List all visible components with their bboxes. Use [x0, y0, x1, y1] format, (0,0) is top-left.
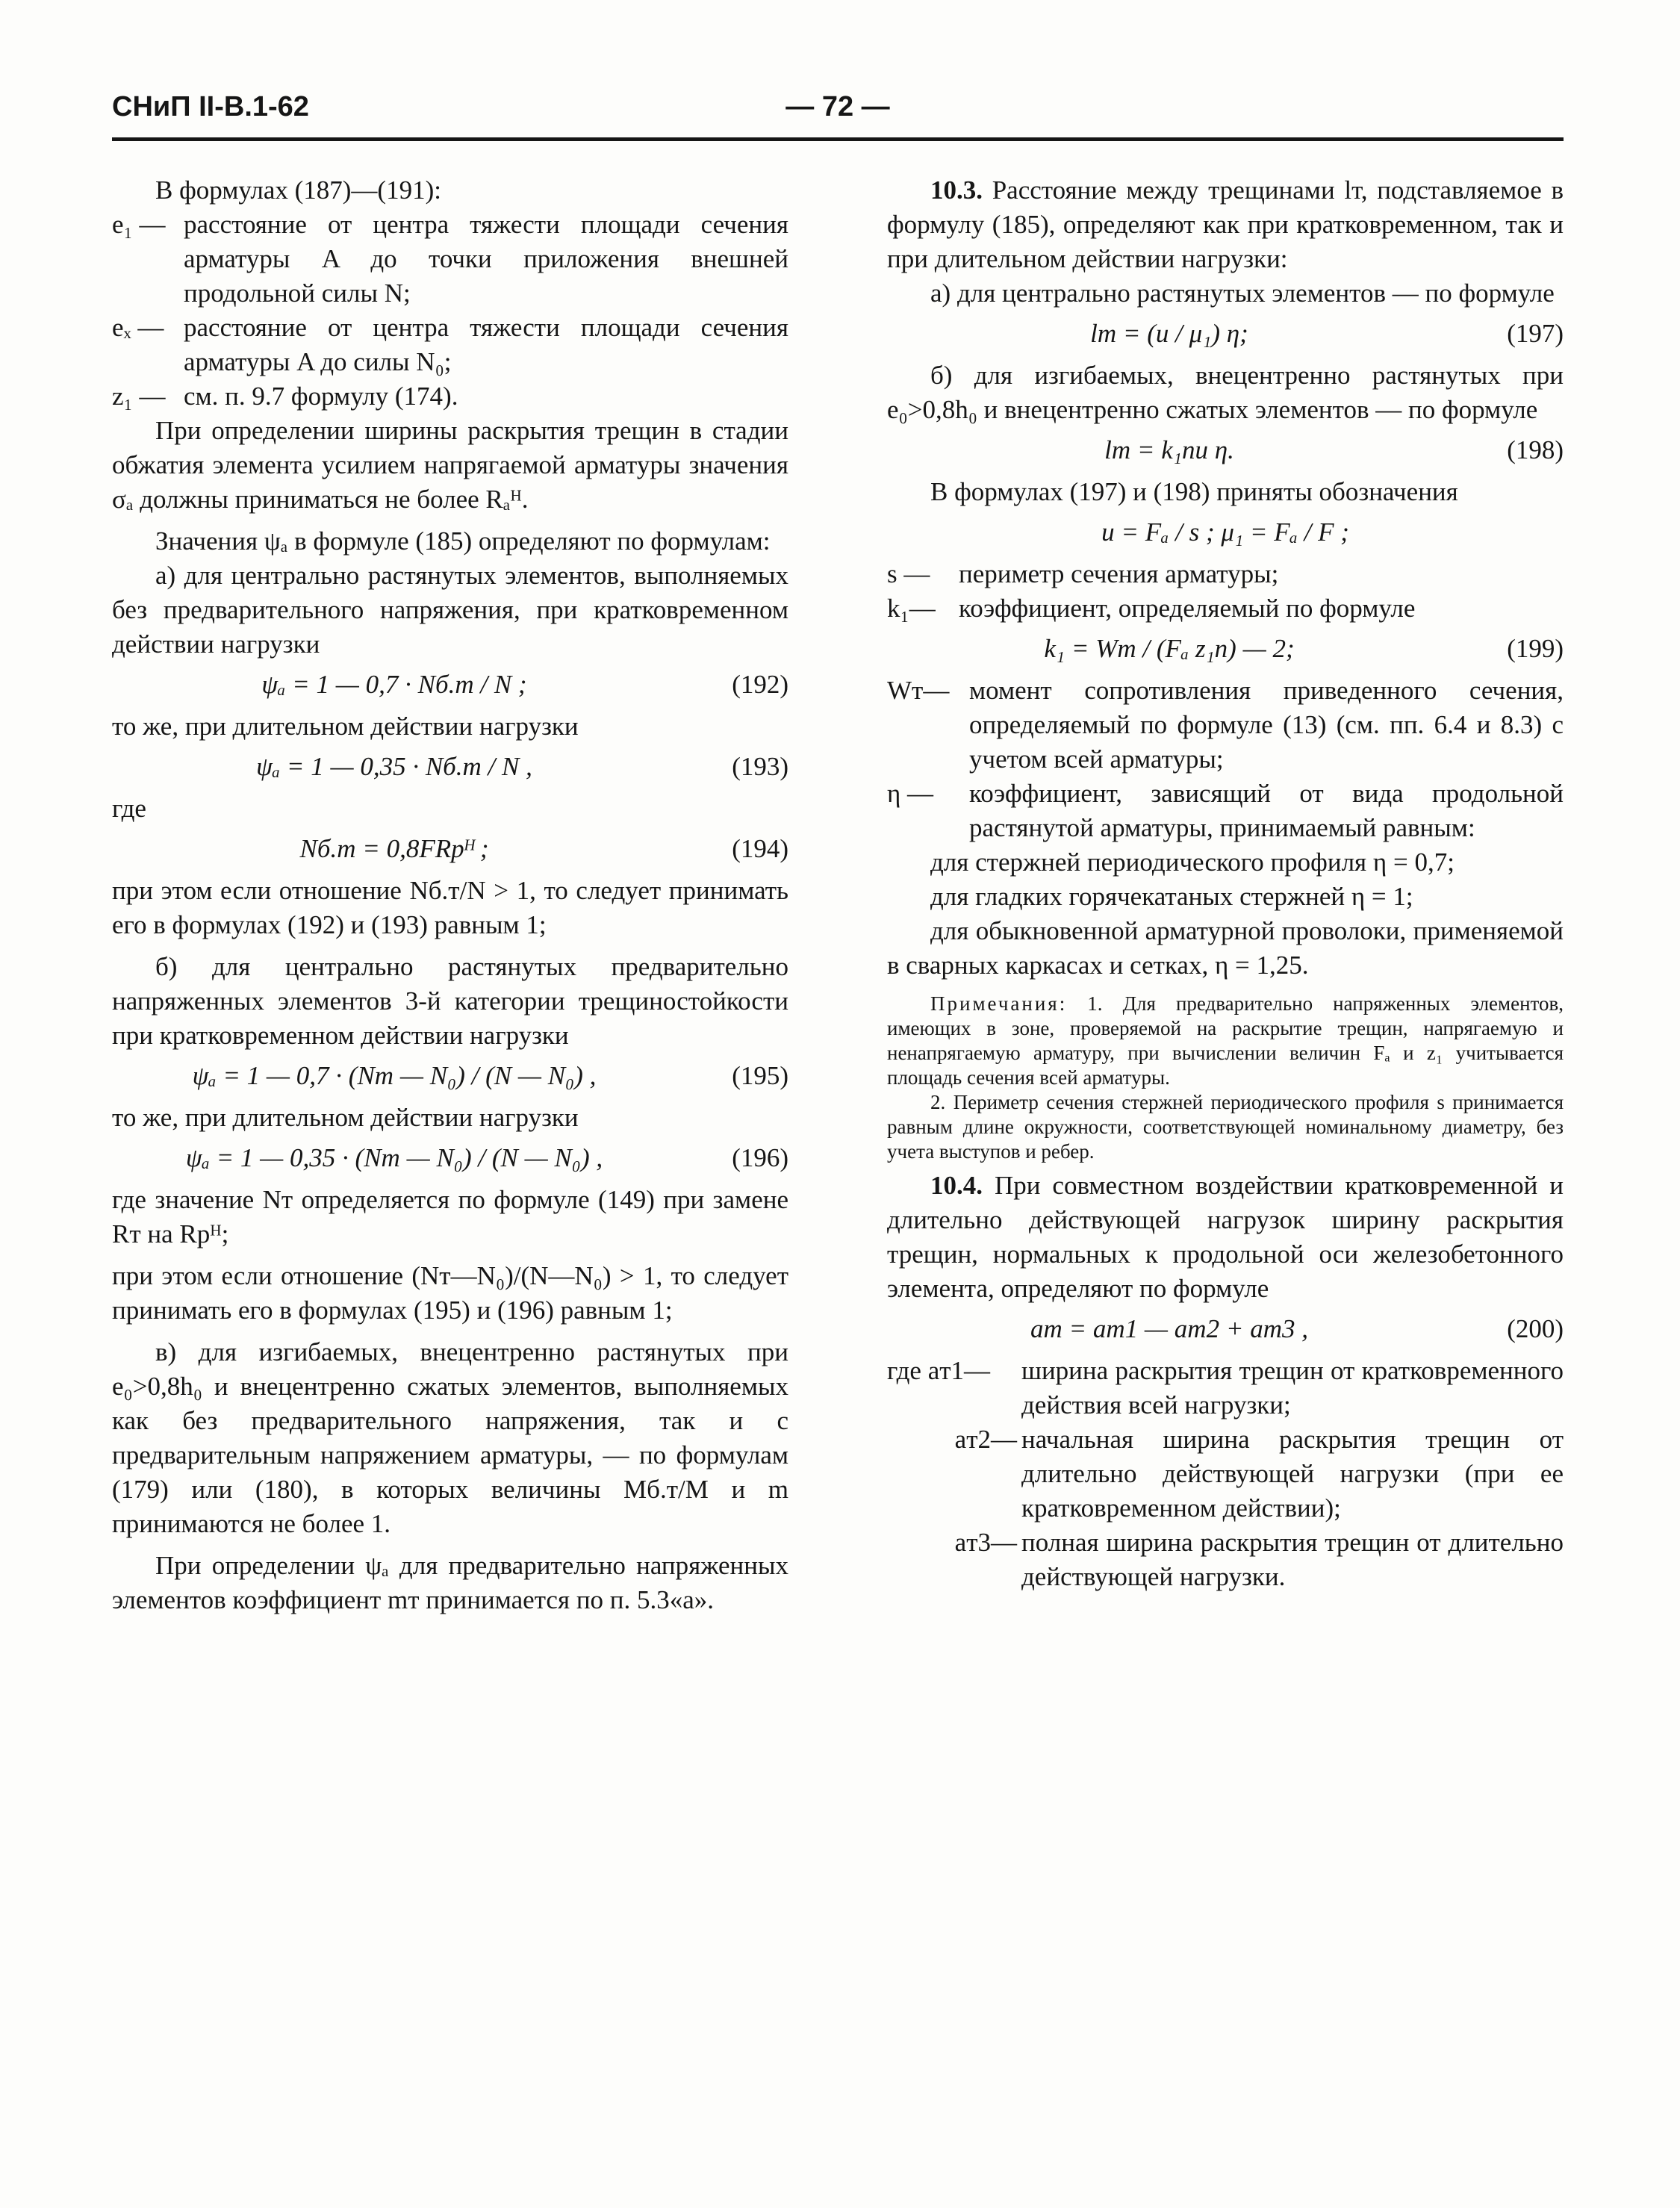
definition-desc: коэффициент, зависящий от вида продольной растянутой арматуры, принимаемый равным:: [969, 779, 1564, 842]
paragraph: б) для изгибаемых, внецентренно растянутых при e₀>0,8h₀ и внецентренно сжатых элементов — по формуле: [887, 361, 1564, 424]
definition-term: z₁ —: [112, 382, 166, 411]
formula-194: [112, 832, 788, 866]
page-number: — 72 —: [785, 91, 890, 122]
definition-item: [887, 1354, 1564, 1422]
note-text: 1. Для предварительно напряженных элементов, имеющих в зоне, проверяемой на раскрытие трещин, напрягаемую и ненапрягаемую арматуру, при вычислении величин Fₐ и z₁ учитывается площадь сечения всей арматуры.: [887, 992, 1564, 1089]
formula-number: (193): [732, 752, 788, 781]
paragraph: В формулах (197) и (198) приняты обозначения: [930, 477, 1458, 506]
document-code: СНиП II-В.1-62: [112, 91, 309, 122]
note-2: 2. Периметр сечения стержней периодического профиля s принимается равным длине окружности, соответствующей номинальному диаметру, без учета выступов и ребер.: [887, 1091, 1564, 1163]
definition-term: eₓ —: [112, 313, 164, 342]
section-10-4: [887, 1169, 1564, 1306]
formula-expression: ψₐ = 1 — 0,7 · (Nт — N₀) / (N — N₀) ,: [192, 1061, 597, 1090]
definition-desc: см. п. 9.7 формулу (174).: [184, 382, 458, 411]
paragraph: то же, при длительном действии нагрузки: [112, 1103, 579, 1132]
definition-desc: ширина раскрытия трещин от кратковременного действия всей нагрузки;: [1021, 1356, 1564, 1419]
formula-192: [112, 668, 788, 702]
formula-197: [887, 317, 1564, 351]
left-column: [112, 173, 788, 1617]
formula-195: [112, 1059, 788, 1093]
definition-desc: начальная ширина раскрытия трещин от длительно действующей нагрузки (при ее кратковременном действии);: [1021, 1425, 1564, 1523]
definition-desc: полная ширина раскрытия трещин от длительно действующей нагрузки.: [1021, 1528, 1564, 1591]
page-header: [112, 88, 1564, 133]
paragraph: то же, при длительном действии нагрузки: [112, 712, 579, 741]
definition-item: [887, 674, 1564, 777]
definition-desc: коэффициент, определяемый по формуле: [959, 594, 1416, 623]
section-text: Расстояние между трещинами lт, подставляемое в формулу (185), определяют как при кратковременном, так и при длительном действии нагрузки:: [887, 175, 1564, 273]
paragraph: Значения ψₐ в формуле (185) определяют по формулам:: [155, 526, 771, 556]
formula-number: (200): [1507, 1314, 1564, 1343]
definition-item: [887, 1526, 1564, 1594]
formula-u-mu: [887, 515, 1564, 550]
formula-198: [887, 433, 1564, 467]
formula-expression: lт = (u / μ₁) η;: [1090, 319, 1248, 348]
definition-term: Wт—: [887, 676, 950, 705]
section-number: 10.3.: [930, 175, 983, 205]
formula-number: (197): [1507, 319, 1564, 348]
paragraph: где значение Nт определяется по формуле (149) при замене Rт на Rрᴴ;: [112, 1185, 788, 1248]
paragraph: б) для центрально растянутых предварительно напряженных элементов 3-й категории трещиностойкости при кратковременном действии нагрузки: [112, 952, 788, 1050]
formula-200: [887, 1312, 1564, 1346]
definition-item: [112, 311, 788, 379]
formula-number: (199): [1507, 634, 1564, 663]
formula-expression: aт = aт1 — aт2 + aт3 ,: [1030, 1314, 1308, 1343]
formula-expression: lт = k₁nu η.: [1104, 435, 1234, 464]
section-10-3: [887, 173, 1564, 276]
definition-item: [887, 777, 1564, 845]
formula-number: (192): [732, 670, 788, 699]
definition-item: [112, 208, 788, 311]
definition-term: k₁—: [887, 594, 936, 623]
notes-block: [887, 992, 1564, 1164]
paragraph: в) для изгибаемых, внецентренно растянутых при e₀>0,8h₀ и внецентренно сжатых элементов, выполняемых как без предварительного напряжения, так и с предварительным напряжением арматуры, — по формулам (179) или (180), в которых величины Mб.т/M и m принимаются не более 1.: [112, 1337, 788, 1538]
definition-term: s —: [887, 559, 930, 588]
definition-desc: расстояние от центра тяжести площади сечения арматуры A до силы N₀;: [184, 313, 788, 376]
definition-item: [887, 557, 1564, 591]
notes-label: Примечания:: [930, 992, 1068, 1015]
eta-value: для стержней периодического профиля η = 0,7;: [930, 848, 1455, 877]
formula-196: [112, 1141, 788, 1175]
header-rule: [112, 137, 1564, 141]
definition-desc: момент сопротивления приведенного сечения, определяемый по формуле (13) (см. пп. 6.4 и 8.3) с учетом всей арматуры;: [969, 676, 1564, 774]
note-1: [887, 992, 1564, 1090]
formula-expression: ψₐ = 1 — 0,35 · Nб.т / N ,: [256, 752, 532, 781]
paragraph: При определении ψₐ для предварительно напряженных элементов коэффициент mт принимается по п. 5.3«а».: [112, 1551, 788, 1614]
paragraph: а) для центрально растянутых элементов, выполняемых без предварительного напряжения, при кратковременном действии нагрузки: [112, 561, 788, 659]
right-column: [887, 173, 1564, 1594]
formula-number: (194): [732, 834, 788, 863]
definition-term: aт3—: [954, 1528, 1017, 1557]
formula-number: (198): [1507, 435, 1564, 464]
section-text: При совместном воздействии кратковременной и длительно действующей нагрузок ширину раскрытия трещин, нормальных к продольной оси железобетонного элемента, определяют по формуле: [887, 1171, 1564, 1303]
eta-value: для обыкновенной арматурной проволоки, применяемой в сварных каркасах и сетках, η = 1,25.: [887, 916, 1564, 980]
intro-text: В формулах (187)—(191):: [155, 175, 441, 205]
paragraph: При определении ширины раскрытия трещин в стадии обжатия элемента усилием напрягаемой арматуры значения σₐ должны приниматься не более Rₐᴴ.: [112, 416, 788, 514]
where-label: где: [112, 794, 146, 823]
definition-term: η —: [887, 779, 934, 808]
formula-number: (196): [732, 1143, 788, 1172]
definition-desc: расстояние от центра тяжести площади сечения арматуры A до точки приложения внешней продольной силы N;: [184, 210, 788, 308]
formula-199: [887, 632, 1564, 666]
section-number: 10.4.: [930, 1171, 983, 1200]
definition-item: [887, 1422, 1564, 1526]
definition-term: где aт1—: [887, 1356, 991, 1385]
definition-term: aт2—: [954, 1425, 1017, 1454]
formula-expression: u = Fₐ / s ; μ₁ = Fₐ / F ;: [1101, 517, 1349, 547]
definition-item: [112, 379, 788, 414]
definition-item: [887, 591, 1564, 626]
formula-expression: ψₐ = 1 — 0,7 · Nб.т / N ;: [261, 670, 527, 699]
paragraph: а) для центрально растянутых элементов — по формуле: [930, 279, 1555, 308]
formula-193: [112, 750, 788, 784]
formula-expression: k₁ = Wт / (Fₐ z₁n) — 2;: [1044, 634, 1295, 663]
formula-expression: ψₐ = 1 — 0,35 · (Nт — N₀) / (N — N₀) ,: [185, 1143, 603, 1172]
definition-term: e₁ —: [112, 210, 166, 239]
paragraph: при этом если отношение (Nт—N₀)/(N—N₀) > 1, то следует принимать его в формулах (195) и (196) равным 1;: [112, 1261, 788, 1325]
formula-expression: Nб.т = 0,8FRрᴴ ;: [299, 834, 489, 863]
formula-number: (195): [732, 1061, 788, 1090]
paragraph: при этом если отношение Nб.т/N > 1, то следует принимать его в формулах (192) и (193) равным 1;: [112, 876, 788, 939]
eta-value: для гладких горячекатаных стержней η = 1;: [930, 882, 1413, 911]
definition-desc: периметр сечения арматуры;: [959, 559, 1279, 588]
